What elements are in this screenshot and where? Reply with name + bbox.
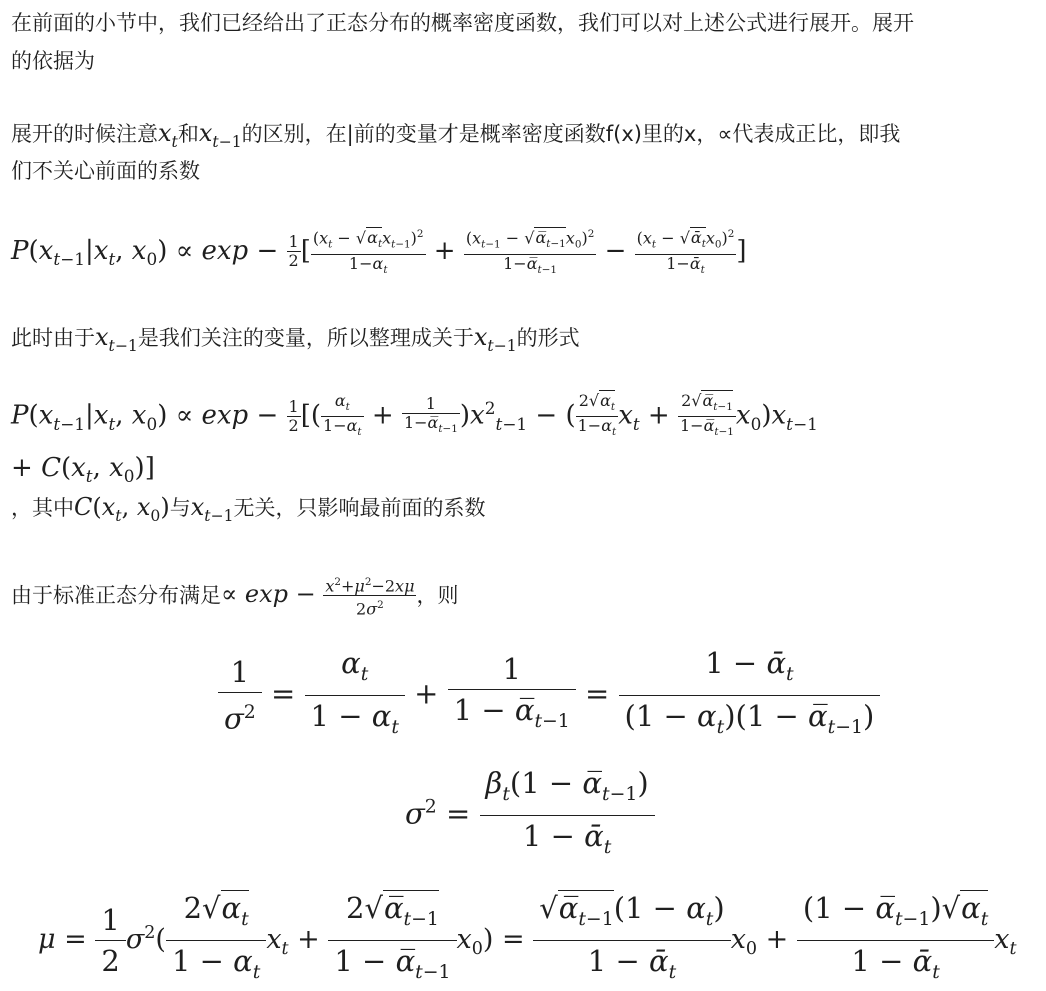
collect-text-2: 是我们关注的变量，所以整理成关于 [137,326,474,350]
constant-line [11,492,486,531]
constant-text-1: ，其中 [11,496,74,520]
formula-sigma-sq: $\sigma^2$ = $\frac{\beta_t(1 - \alpha̅_{t-1})}{1 - ᾱ_t}$ [405,765,655,866]
collect-line [11,322,580,361]
math-standard-normal: ∝ exp − $\frac{x^2+\mu^2-2x\mu}{2\sigma^2}$ [221,580,416,608]
collect-text-1: 此时由于 [11,326,95,350]
formula-inv-sigma-sq: $\frac{1}{\sigma^2}$ = $\frac{\alpha_t}{1 - \alpha_t}$ + $\frac{1}{1 - \alpha̅_{t-1}}$ = $\frac{1 - ᾱ_t}{(1 - \alpha_t)(1 - \alpha̅_{t-1})}$ [218,645,880,746]
standard-text-1: 由于标准正态分布满足 [11,583,221,608]
constant-text-2: 与 [169,496,191,520]
formula-collected-form: $P(x_{t-1}|x_t$, $x_0) \propto \exp$ − $\frac{1}{2}$ [( $\frac{\alpha_t}{1-\alpha_t}$ + $\frac{1}{1-\alpha̅_{t-1}}$ )$x^2_{t-1}$ − ( $\frac{2√\alpha_t}{1-\alpha_t}$ $x_t$ + $\frac{2√\alpha̅_{t-1}}{1-\alpha̅_{t-1}}$ $x_0)x_{t-1}$ [11,391,818,439]
math-xt: $x_t$ [158,119,178,151]
collect-text-3: 的形式 [516,326,580,350]
standard-text-2: ，则 [416,583,459,608]
intro-line-1: 在前面的小节中，我们已经给出了正态分布的概率密度函数，我们可以对上述公式进行展开。展开 [11,11,914,35]
expand-line-2: 们不关心前面的系数 [11,159,200,183]
formula-collected-form-cont: + $C(x_t$, $x_0$)] [11,453,155,487]
intro-line-2: 的依据为 [11,49,95,73]
math-xt-minus-1: $x_{t-1}$ [198,119,242,151]
formula-mu: μ = $\frac{1}{2}$ $\sigma^2$( $\frac{2√\alpha_t}{1 - \alpha_t}$ $x_t$ + $\frac{2√\alpha̅_{t-1}}{1 - \alpha̅_{t-1}}$ $x_0$) = $\frac{√\alpha̅_{t-1}(1 - \alpha_t)}{1 - ᾱ_t}$ $x_0$ + $\frac{(1 - \alpha̅_{t-1})√\alpha_t}{1 - ᾱ_t}$ $x_t$ [38,891,1017,983]
expand-text-3: 的区别，在|前的变量才是概率密度函数f(x)里的x，∝代表成正比，即我 [241,122,901,146]
formula-posterior-expansion: $P(x_{t-1}|x_t$, $x_0) \propto \exp$ − $\frac{1}{2}$ [ $\frac{(x_t - √\alpha_tx_{t-1})^2}{1-\alpha_t}$ + $\frac{(x_{t-1} - √\alpha̅_{t-1}x_0)^2}{1-\alpha̅_{t-1}}$ − $\frac{(x_t - √ᾱ_tx_0)^2}{1-ᾱ_t}$ ] [11,225,747,279]
standard-line [11,573,458,619]
constant-text-3: 无关，只影响最前面的系数 [233,496,486,520]
math-xt-minus-1: $x_{t-1}$ [95,323,138,355]
math-xt-minus-1: $x_{t-1}$ [190,493,234,525]
math-xt-minus-1: $x_{t-1}$ [473,323,517,355]
expand-line-1 [11,118,900,157]
math-c-xt-x0: $C(x_t$, $x_0$) [74,493,170,525]
expand-text-2: 和 [177,122,199,146]
expand-text-1: 展开的时候注意 [11,122,158,146]
